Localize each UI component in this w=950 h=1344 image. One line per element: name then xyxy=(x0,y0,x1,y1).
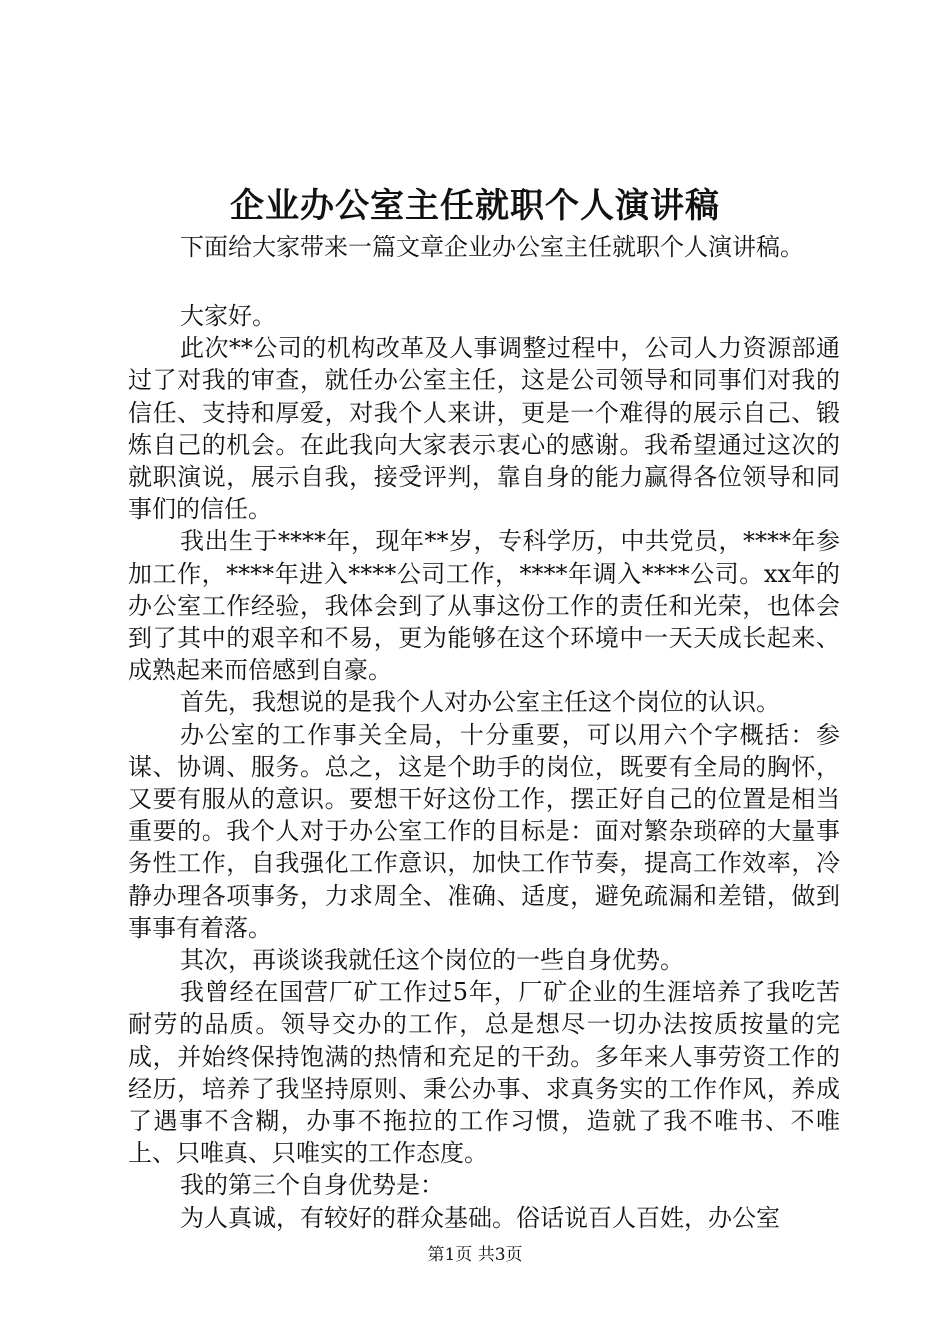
page-footer: 第1页 共3页 xyxy=(427,1245,523,1265)
body-paragraph: 此次**公司的机构改革及人事调整过程中，公司人力资源部通过了对我的审查，就任办公室主任，这是公司领导和同事们对我的信任、支持和厚爱，对我个人来讲，更是一个难得的展示自己、锻炼自己的机会。在此我向大家表示衷心的感谢。我希望通过这次的就职演说，展示自我，接受评判，靠自身的能力赢得各位领导和同事们的信任。 xyxy=(128,334,840,524)
body-paragraph: 我的第三个自身优势是： xyxy=(180,1171,444,1200)
body-paragraph: 大家好。 xyxy=(180,302,276,330)
body-paragraph: 首先，我想说的是我个人对办公室主任这个岗位的认识。 xyxy=(180,688,780,717)
body-paragraph: 其次，再谈谈我就任这个岗位的一些自身优势。 xyxy=(180,946,684,975)
body-paragraph: 为人真诚，有较好的群众基础。俗话说百人百姓，办公室 xyxy=(180,1203,780,1232)
body-paragraph: 我出生于****年，现年**岁，专科学历，中共党员，****年参加工作，****年进入****公司工作，****年调入****公司。xx年的办公室工作经验，我体会到了从事这份工作的责任和光荣，也体会到了其中的艰辛和不易，更为能够在这个环境中一天天成长起来、成熟起来而倍感到自豪。 xyxy=(128,527,840,685)
body-paragraph: 我曾经在国营厂矿工作过5年，厂矿企业的生涯培养了我吃苦耐劳的品质。领导交办的工作，总是想尽一切办法按质按量的完成，并始终保持饱满的热情和充足的干劲。多年来人事劳资工作的经历，培养了我坚持原则、秉公办事、求真务实的工作作风，养成了遇事不含糊，办事不拖拉的工作习惯，造就了我不唯书、不唯上、只唯真、只唯实的工作态度。 xyxy=(128,978,840,1168)
document-body xyxy=(128,300,840,1234)
document-title: 企业办公室主任就职个人演讲稿 xyxy=(230,186,720,226)
intro-line: 下面给大家带来一篇文章企业办公室主任就职个人演讲稿。 xyxy=(180,233,804,261)
body-paragraph: 办公室的工作事关全局，十分重要，可以用六个字概括：参谋、协调、服务。总之，这是个助手的岗位，既要有全局的胸怀，又要有服从的意识。要想干好这份工作，摆正好自己的位置是相当重要的。我个人对于办公室工作的目标是：面对繁杂琐碎的大量事务性工作，自我强化工作意识，加快工作节奏，提高工作效率，冷静办理各项事务，力求周全、准确、适度，避免疏漏和差错，做到事事有着落。 xyxy=(128,720,840,942)
